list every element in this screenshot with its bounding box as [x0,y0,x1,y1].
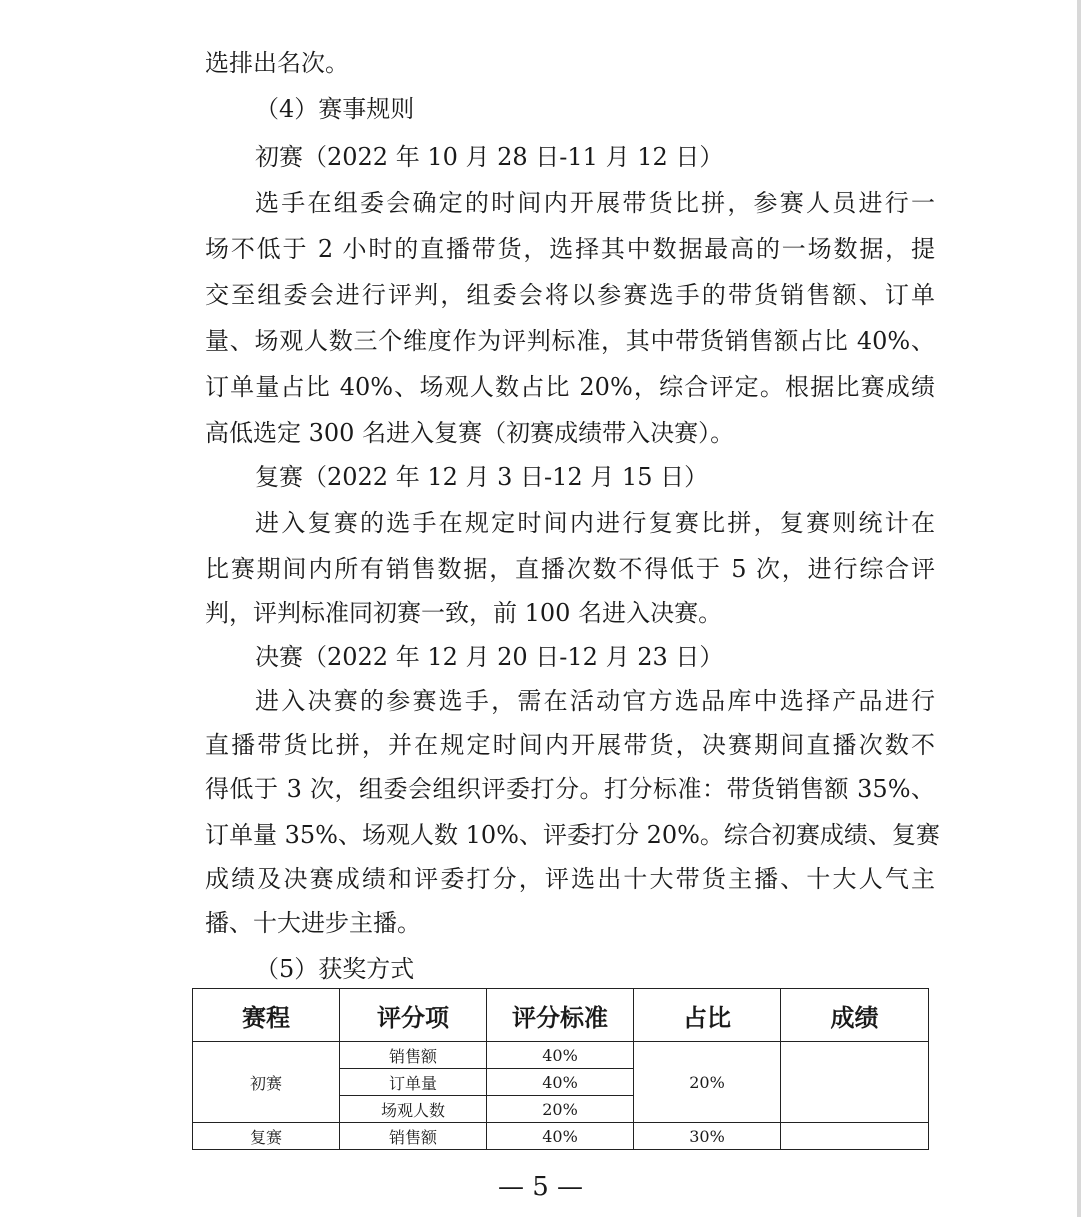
page-number: — 5 — [497,1172,584,1202]
text-line: 判，评判标准同初赛一致，前 100 名进入决赛。 [205,599,723,627]
header-score: 成绩 [781,989,929,1042]
text-line: 量、场观人数三个维度作为评判标准，其中带货销售额占比 40%、 [205,327,935,355]
text-line: 进入复赛的选手在规定时间内进行复赛比拼，复赛则统计在 [255,509,935,537]
section-heading-rules: （4）赛事规则 [255,95,415,123]
cell-standard: 40% [487,1042,634,1069]
table-row [193,1042,929,1069]
cell-item: 销售额 [340,1042,487,1069]
text-line: 高低选定 300 名进入复赛（初赛成绩带入决赛）。 [205,419,735,447]
cell-standard: 40% [487,1069,634,1096]
cell-ratio: 30% [634,1123,781,1150]
cell-score [781,1123,929,1150]
cell-standard: 40% [487,1123,634,1150]
text-line: 场不低于 2 小时的直播带货，选择其中数据最高的一场数据，提 [205,235,935,263]
text-line: 成绩及决赛成绩和评委打分，评选出十大带货主播、十大人气主 [205,865,935,893]
cell-ratio: 20% [634,1042,781,1123]
subheading-preliminary: 初赛（2022 年 10 月 28 日-11 月 12 日） [255,143,724,171]
cell-stage: 初赛 [193,1042,340,1123]
subheading-final: 决赛（2022 年 12 月 20 日-12 月 23 日） [255,643,724,671]
scoring-table [192,988,929,1150]
cell-item: 订单量 [340,1069,487,1096]
text-line: 比赛期间内所有销售数据，直播次数不得低于 5 次，进行综合评 [205,555,935,583]
text-line: 选排出名次。 [205,49,349,77]
header-stage: 赛程 [193,989,340,1042]
text-line: 订单量占比 40%、场观人数占比 20%，综合评定。根据比赛成绩 [205,373,935,401]
text-line: 进入决赛的参赛选手，需在活动官方选品库中选择产品进行 [255,687,935,715]
cell-standard: 20% [487,1096,634,1123]
cell-item: 销售额 [340,1123,487,1150]
cell-score [781,1042,929,1123]
header-ratio: 占比 [634,989,781,1042]
header-item: 评分项 [340,989,487,1042]
text-line: 订单量 35%、场观人数 10%、评委打分 20%。综合初赛成绩、复赛 [205,821,940,849]
text-line: 选手在组委会确定的时间内开展带货比拼，参赛人员进行一 [255,189,935,217]
cell-item: 场观人数 [340,1096,487,1123]
page-edge [1077,0,1081,1217]
text-line: 得低于 3 次，组委会组织评委打分。打分标准：带货销售额 35%、 [205,775,935,803]
cell-stage: 复赛 [193,1123,340,1150]
table-row [193,1123,929,1150]
text-line: 直播带货比拼，并在规定时间内开展带货，决赛期间直播次数不 [205,731,935,759]
text-line: 播、十大进步主播。 [205,909,421,937]
table-header-row [193,989,929,1042]
text-line: 交至组委会进行评判，组委会将以参赛选手的带货销售额、订单 [205,281,935,309]
subheading-semifinal: 复赛（2022 年 12 月 3 日-12 月 15 日） [255,463,709,491]
header-standard: 评分标准 [487,989,634,1042]
section-heading-awards: （5）获奖方式 [255,955,415,983]
